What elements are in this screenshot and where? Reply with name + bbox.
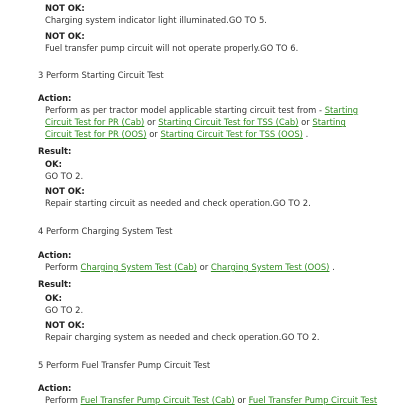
or-text: or [237, 395, 246, 405]
step-5-action-text [45, 394, 377, 406]
not-ok-label: NOT OK: [45, 3, 85, 13]
action-prefix: Perform [45, 395, 81, 405]
not-ok-label: NOT OK: [45, 186, 85, 196]
end-text: . [332, 262, 335, 272]
step-3-action-label: Action: [38, 93, 72, 103]
step-3-result-label: Result: [38, 146, 72, 156]
link-fuel-transfer-pump-circuit-test[interactable]: Fuel Transfer Pump Circuit Test [248, 395, 378, 405]
not-ok-label: NOT OK: [45, 31, 85, 41]
step-4-action-label: Action: [38, 250, 72, 260]
action-prefix: Perform [45, 262, 81, 272]
step-5-title: 5 Perform Fuel Transfer Pump Circuit Test [38, 360, 211, 370]
not-ok-label: NOT OK: [45, 320, 85, 330]
link-starting-circuit-test-tss-cab[interactable]: Starting Circuit Test for TSS (Cab) [158, 117, 299, 128]
link-starting-circuit-test-pr-oos[interactable]: Starting Circuit Test for PR (OOS) [45, 117, 346, 140]
link-charging-system-test-cab[interactable]: Charging System Test (Cab) [80, 262, 197, 272]
not-ok-text: Repair starting circuit as needed and check operation.GO TO 2. [45, 198, 311, 208]
link-charging-system-test-oos[interactable]: Charging System Test (OOS) [210, 262, 330, 272]
ok-label: OK: [45, 159, 62, 169]
link-starting-circuit-test-tss-oos[interactable]: Starting Circuit Test for TSS (OOS) [160, 129, 303, 140]
end-text: . [305, 129, 309, 140]
action-prefix: Perform as per tractor model applicable starting circuit test from - [45, 105, 325, 115]
not-ok-text: Fuel transfer pump circuit will not operate properly.GO TO 6. [45, 43, 299, 53]
ok-text: GO TO 2. [45, 305, 84, 315]
step-3-title: 3 Perform Starting Circuit Test [38, 70, 164, 80]
or-text: or [146, 117, 156, 128]
step-4-action-text [45, 261, 335, 273]
or-text: or [199, 262, 209, 272]
link-starting-circuit-test-pr-cab[interactable]: Starting Circuit Test for PR (Cab) [45, 105, 359, 128]
step-3-action-text [45, 104, 365, 141]
ok-text: GO TO 2. [45, 171, 84, 181]
or-text: or [301, 117, 310, 128]
not-ok-text: Repair charging system as needed and check operation.GO TO 2. [45, 332, 320, 342]
link-fuel-transfer-pump-circuit-test-cab[interactable]: Fuel Transfer Pump Circuit Test (Cab) [80, 395, 235, 405]
or-text: or [149, 129, 158, 140]
step-4-result-label: Result: [38, 279, 72, 289]
step-4-title: 4 Perform Charging System Test [38, 226, 173, 236]
step-5-action-label: Action: [38, 383, 72, 393]
not-ok-text: Charging system indicator light illuminated.GO TO 5. [45, 15, 267, 25]
ok-label: OK: [45, 293, 62, 303]
